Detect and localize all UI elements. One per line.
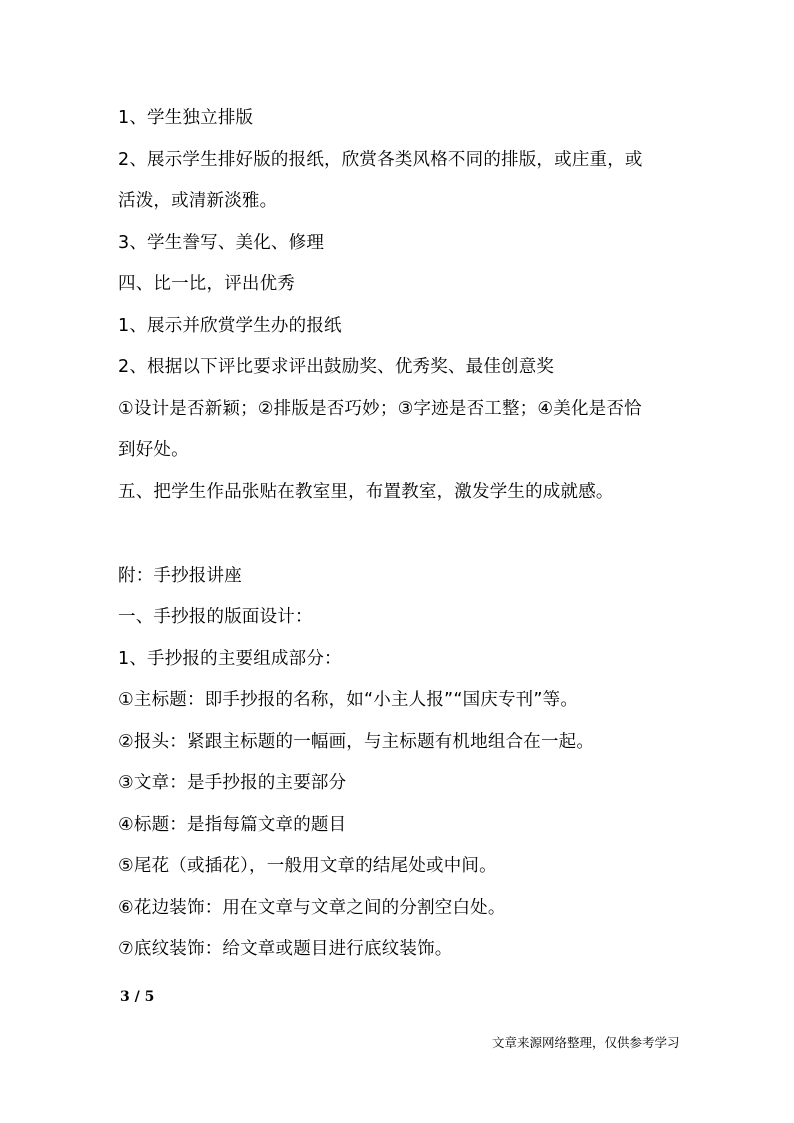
section-heading: 一、手抄报的版面设计： <box>118 607 313 627</box>
text-line: 3、学生誊写、美化、修理 <box>118 233 325 253</box>
text-line: 1、学生独立排版 <box>118 108 254 128</box>
list-item: ⑥花边装饰：用在文章与文章之间的分割空白处。 <box>118 898 506 918</box>
text-line: 到好处。 <box>118 440 189 460</box>
page-number: 3 / 5 <box>120 989 155 1005</box>
list-item: ①主标题：即手抄报的名称，如“小主人报”“国庆专刊”等。 <box>118 690 579 710</box>
list-item: ③文章：是手抄报的主要部分 <box>118 773 347 793</box>
text-line: 2、展示学生排好版的报纸，欣赏各类风格不同的排版，或庄重，或 <box>118 150 643 170</box>
text-line: ①设计是否新颖；②排版是否巧妙；③字迹是否工整；④美化是否恰 <box>118 399 642 419</box>
footer-note: 文章来源网络整理，仅供参考学习 <box>492 1035 680 1050</box>
section-heading: 五、把学生作品张贴在教室里，布置教室，激发学生的成就感。 <box>118 482 614 502</box>
list-item: ④标题：是指每篇文章的题目 <box>118 815 347 835</box>
text-line: 活泼，或清新淡雅。 <box>118 191 278 211</box>
text-line: 2、根据以下评比要求评出鼓励奖、优秀奖、最佳创意奖 <box>118 357 555 377</box>
list-item: ⑦底纹装饰：给文章或题目进行底纹装饰。 <box>118 939 453 959</box>
text-line: 1、展示并欣赏学生办的报纸 <box>118 316 342 336</box>
list-item: ⑤尾花（或插花），一般用文章的结尾处或中间。 <box>118 856 497 876</box>
text-line: 1、手抄报的主要组成部分： <box>118 649 342 669</box>
list-item: ②报头：紧跟主标题的一幅画，与主标题有机地组合在一起。 <box>118 732 595 752</box>
appendix-title: 附：手抄报讲座 <box>118 566 242 586</box>
section-heading: 四、比一比，评出优秀 <box>118 274 295 294</box>
